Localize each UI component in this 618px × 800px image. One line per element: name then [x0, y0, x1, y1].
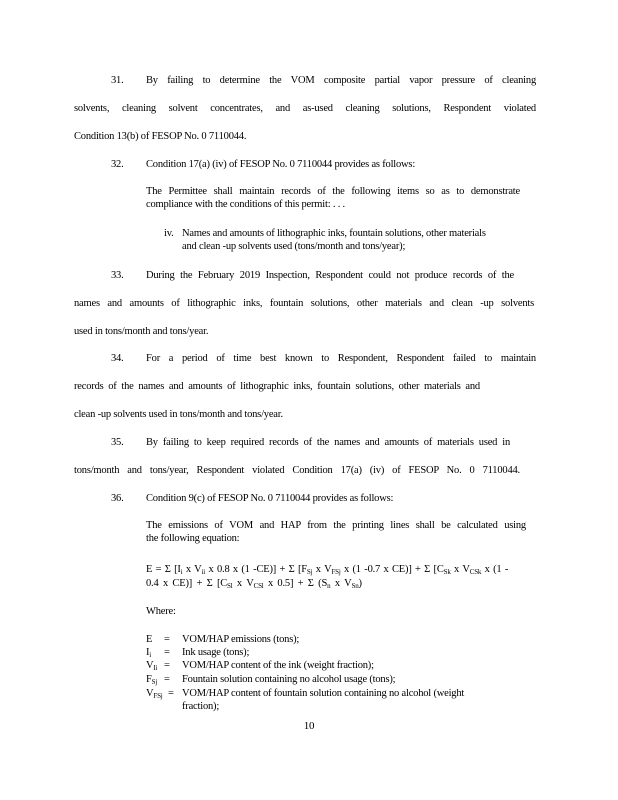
list-item-line-2: and clean -up solvents used (tons/month and tons/year);: [182, 241, 406, 252]
para-36-number: 36.: [111, 493, 124, 504]
para-34-line-2: records of the names and amounts of lithographic inks, fountain solutions, other materials and: [74, 381, 480, 392]
para-31-number: 31.: [111, 75, 124, 86]
para-35-line-2: tons/month and tons/year, Respondent violated Condition 17(a) (iv) of FESOP No. 0 7110044.: [74, 465, 520, 476]
page-number: 10: [303, 720, 315, 732]
para-35-number: 35.: [111, 437, 124, 448]
def-sym-0: E: [146, 634, 153, 645]
quote-32-line-2: compliance with the conditions of this permit: . . .: [146, 199, 345, 210]
def-sym-4: $V_{FSj}$: [146, 688, 163, 700]
para-32-line-1: Condition 17(a) (iv) of FESOP No. 0 7110044 provides as follows:: [146, 159, 416, 170]
def-desc-4-cont: fraction);: [182, 701, 220, 712]
def-sym-3: $F_{Sj}$: [146, 674, 158, 686]
def-eq-4: =: [168, 688, 174, 699]
para-34-line-1: For a period of time best known to Respondent, Respondent failed to maintain: [146, 353, 536, 364]
def-eq-2: =: [164, 660, 170, 671]
para-36-line-1: Condition 9(c) of FESOP No. 0 7110044 provides as follows:: [146, 493, 394, 504]
para-33-line-2: names and amounts of lithographic inks, fountain solutions, other materials and clean -up solvents: [74, 298, 534, 309]
def-sym-1: $I_i$: [146, 647, 152, 659]
para-32-number: 32.: [111, 159, 124, 170]
list-item-line-1: Names and amounts of lithographic inks, fountain solutions, other materials: [182, 228, 486, 239]
def-eq-3: =: [164, 674, 170, 685]
para-33-number: 33.: [111, 270, 124, 281]
para-35-line-1: By failing to keep required records of the names and amounts of materials used in: [146, 437, 510, 448]
def-desc-4: VOM/HAP content of fountain solution containing no alcohol (weight: [182, 688, 465, 699]
para-31-line-3: Condition 13(b) of FESOP No. 0 7110044.: [74, 131, 247, 142]
para-34-number: 34.: [111, 353, 124, 364]
quote-36-line-1: The emissions of VOM and HAP from the printing lines shall be calculated using: [146, 520, 526, 531]
para-31-line-2: solvents, cleaning solvent concentrates, and as-used cleaning solutions, Respondent violated: [74, 103, 536, 114]
para-33-line-1: During the February 2019 Inspection, Respondent could not produce records of the: [146, 270, 514, 281]
def-desc-2: VOM/HAP content of the ink (weight fraction);: [182, 660, 374, 671]
def-desc-1: Ink usage (tons);: [182, 647, 250, 658]
para-33-line-3: used in tons/month and tons/year.: [74, 326, 209, 337]
def-eq-1: =: [164, 647, 170, 658]
equation-line-2: 0.4 x CE)] + Σ [$C_{Sl}$ x $V_{CSl}$ x 0.5] + Σ ($S_n$ x $V_{Sn}$): [146, 578, 362, 590]
para-34-line-3: clean -up solvents used in tons/month and tons/year.: [74, 409, 283, 420]
list-item-marker: iv.: [164, 228, 174, 239]
quote-32-line-1: The Permittee shall maintain records of the following items so as to demonstrate: [146, 186, 520, 197]
where-label: Where:: [146, 606, 176, 617]
def-desc-0: VOM/HAP emissions (tons);: [182, 634, 300, 645]
def-eq-0: =: [164, 634, 170, 645]
def-desc-3: Fountain solution containing no alcohol usage (tons);: [182, 674, 396, 685]
equation-line-1: E = Σ [$I_i$ x $V_{ii}$ x 0.8 x (1 -CE)] + Σ [$F_{Sj}$ x $V_{FSj}$ x (1 -0.7 x CE)] + Σ [$C_{Sk}$ x $V_{CSk}$ x (1 -: [146, 564, 509, 576]
def-sym-2: $V_{Ii}$: [146, 660, 158, 672]
quote-36-line-2: the following equation:: [146, 533, 240, 544]
para-31-line-1: By failing to determine the VOM composite partial vapor pressure of cleaning: [146, 75, 536, 86]
